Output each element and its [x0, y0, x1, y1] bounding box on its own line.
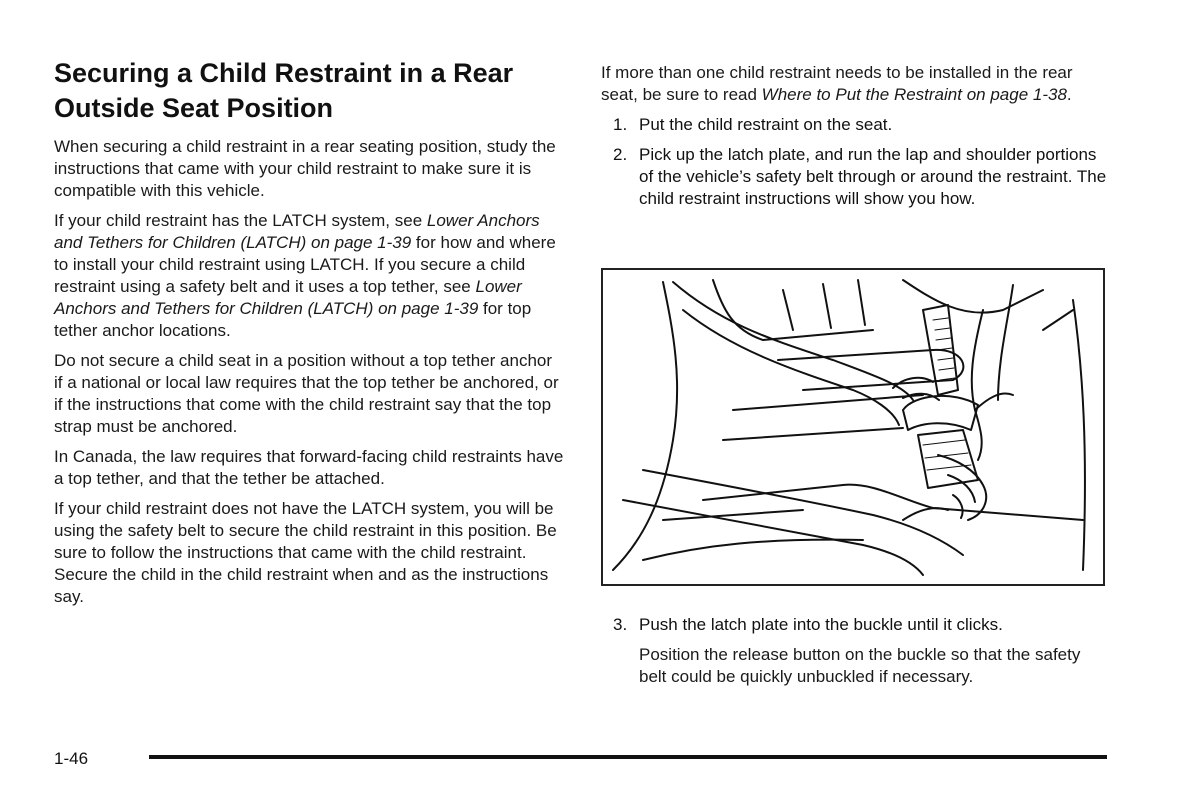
hands-latch-plate-illustration — [603, 270, 1103, 584]
step-text: Put the child restraint on the seat. — [639, 115, 893, 134]
step-1 — [601, 114, 1113, 136]
intro-text-b: . — [1066, 85, 1072, 104]
paragraph-latch — [54, 210, 564, 342]
latch-text-c: for top tether anchor locations. — [54, 299, 532, 340]
step-number: 1. — [613, 115, 628, 134]
paragraph-top-tether: Do not secure a child seat in a position without a top tether anchor if a national or local law requires that the top tether be anchored, or if the instructions that come with the child restraint say that the top strap must be anchored. — [54, 351, 559, 436]
step-2 — [601, 144, 1113, 210]
intro-text-a: If more than one child restraint needs to be installed in the rear seat, be sure to read — [601, 63, 1073, 104]
latch-text-a: If your child restraint has the LATCH system, see — [54, 211, 427, 230]
step-text: Push the latch plate into the buckle until it clicks. — [639, 615, 1003, 634]
step-number: 2. — [613, 145, 628, 164]
page-title: Securing a Child Restraint in a Rear Outside Seat Position — [54, 58, 514, 123]
paragraph-multiple-restraints — [601, 62, 1113, 106]
paragraph-canada: In Canada, the law requires that forward-facing child restraints have a top tether, and that the tether be attached. — [54, 447, 564, 488]
latch-reference-1[interactable]: Lower Anchors and Tethers for Children (LATCH) on page 1-39 — [54, 211, 540, 252]
left-column — [54, 56, 564, 616]
paragraph-secure-child: Secure the child in the child restraint when and as the instructions say. — [54, 565, 549, 606]
step-3-note: Position the release button on the buckle so that the safety belt could be quickly unbuckled if necessary. — [639, 645, 1081, 686]
footer-divider — [149, 755, 1107, 759]
right-column — [601, 62, 1113, 218]
where-to-put-reference[interactable]: Where to Put the Restraint on page 1-38 — [761, 85, 1067, 104]
step-number: 3. — [613, 615, 628, 634]
step-3-block — [601, 614, 1111, 688]
paragraph-compatibility: When securing a child restraint in a rear seating position, study the instructions that came with your child restraint to make sure it is compatible with this vehicle. — [54, 137, 556, 200]
latch-reference-2[interactable]: Lower Anchors and Tethers for Children (LATCH) on page 1-39 — [54, 277, 522, 318]
seatbelt-illustration — [601, 268, 1105, 586]
paragraph-no-latch: If your child restraint does not have the LATCH system, you will be using the safety belt to secure the child restraint in this position. Be sure to follow the instructions that came with the child restraint. — [54, 499, 557, 562]
step-text: Pick up the latch plate, and run the lap and shoulder portions of the vehicle’s safety belt through or around the restraint. The child restraint instructions will show you how. — [639, 145, 1107, 208]
latch-text-b: for how and where to install your child restraint using LATCH. If you secure a child restraint using a safety belt and it uses a top tether, see — [54, 233, 556, 296]
page-number: 1-46 — [54, 749, 89, 768]
step-3 — [601, 614, 1111, 636]
seat-edge-line — [613, 282, 677, 570]
